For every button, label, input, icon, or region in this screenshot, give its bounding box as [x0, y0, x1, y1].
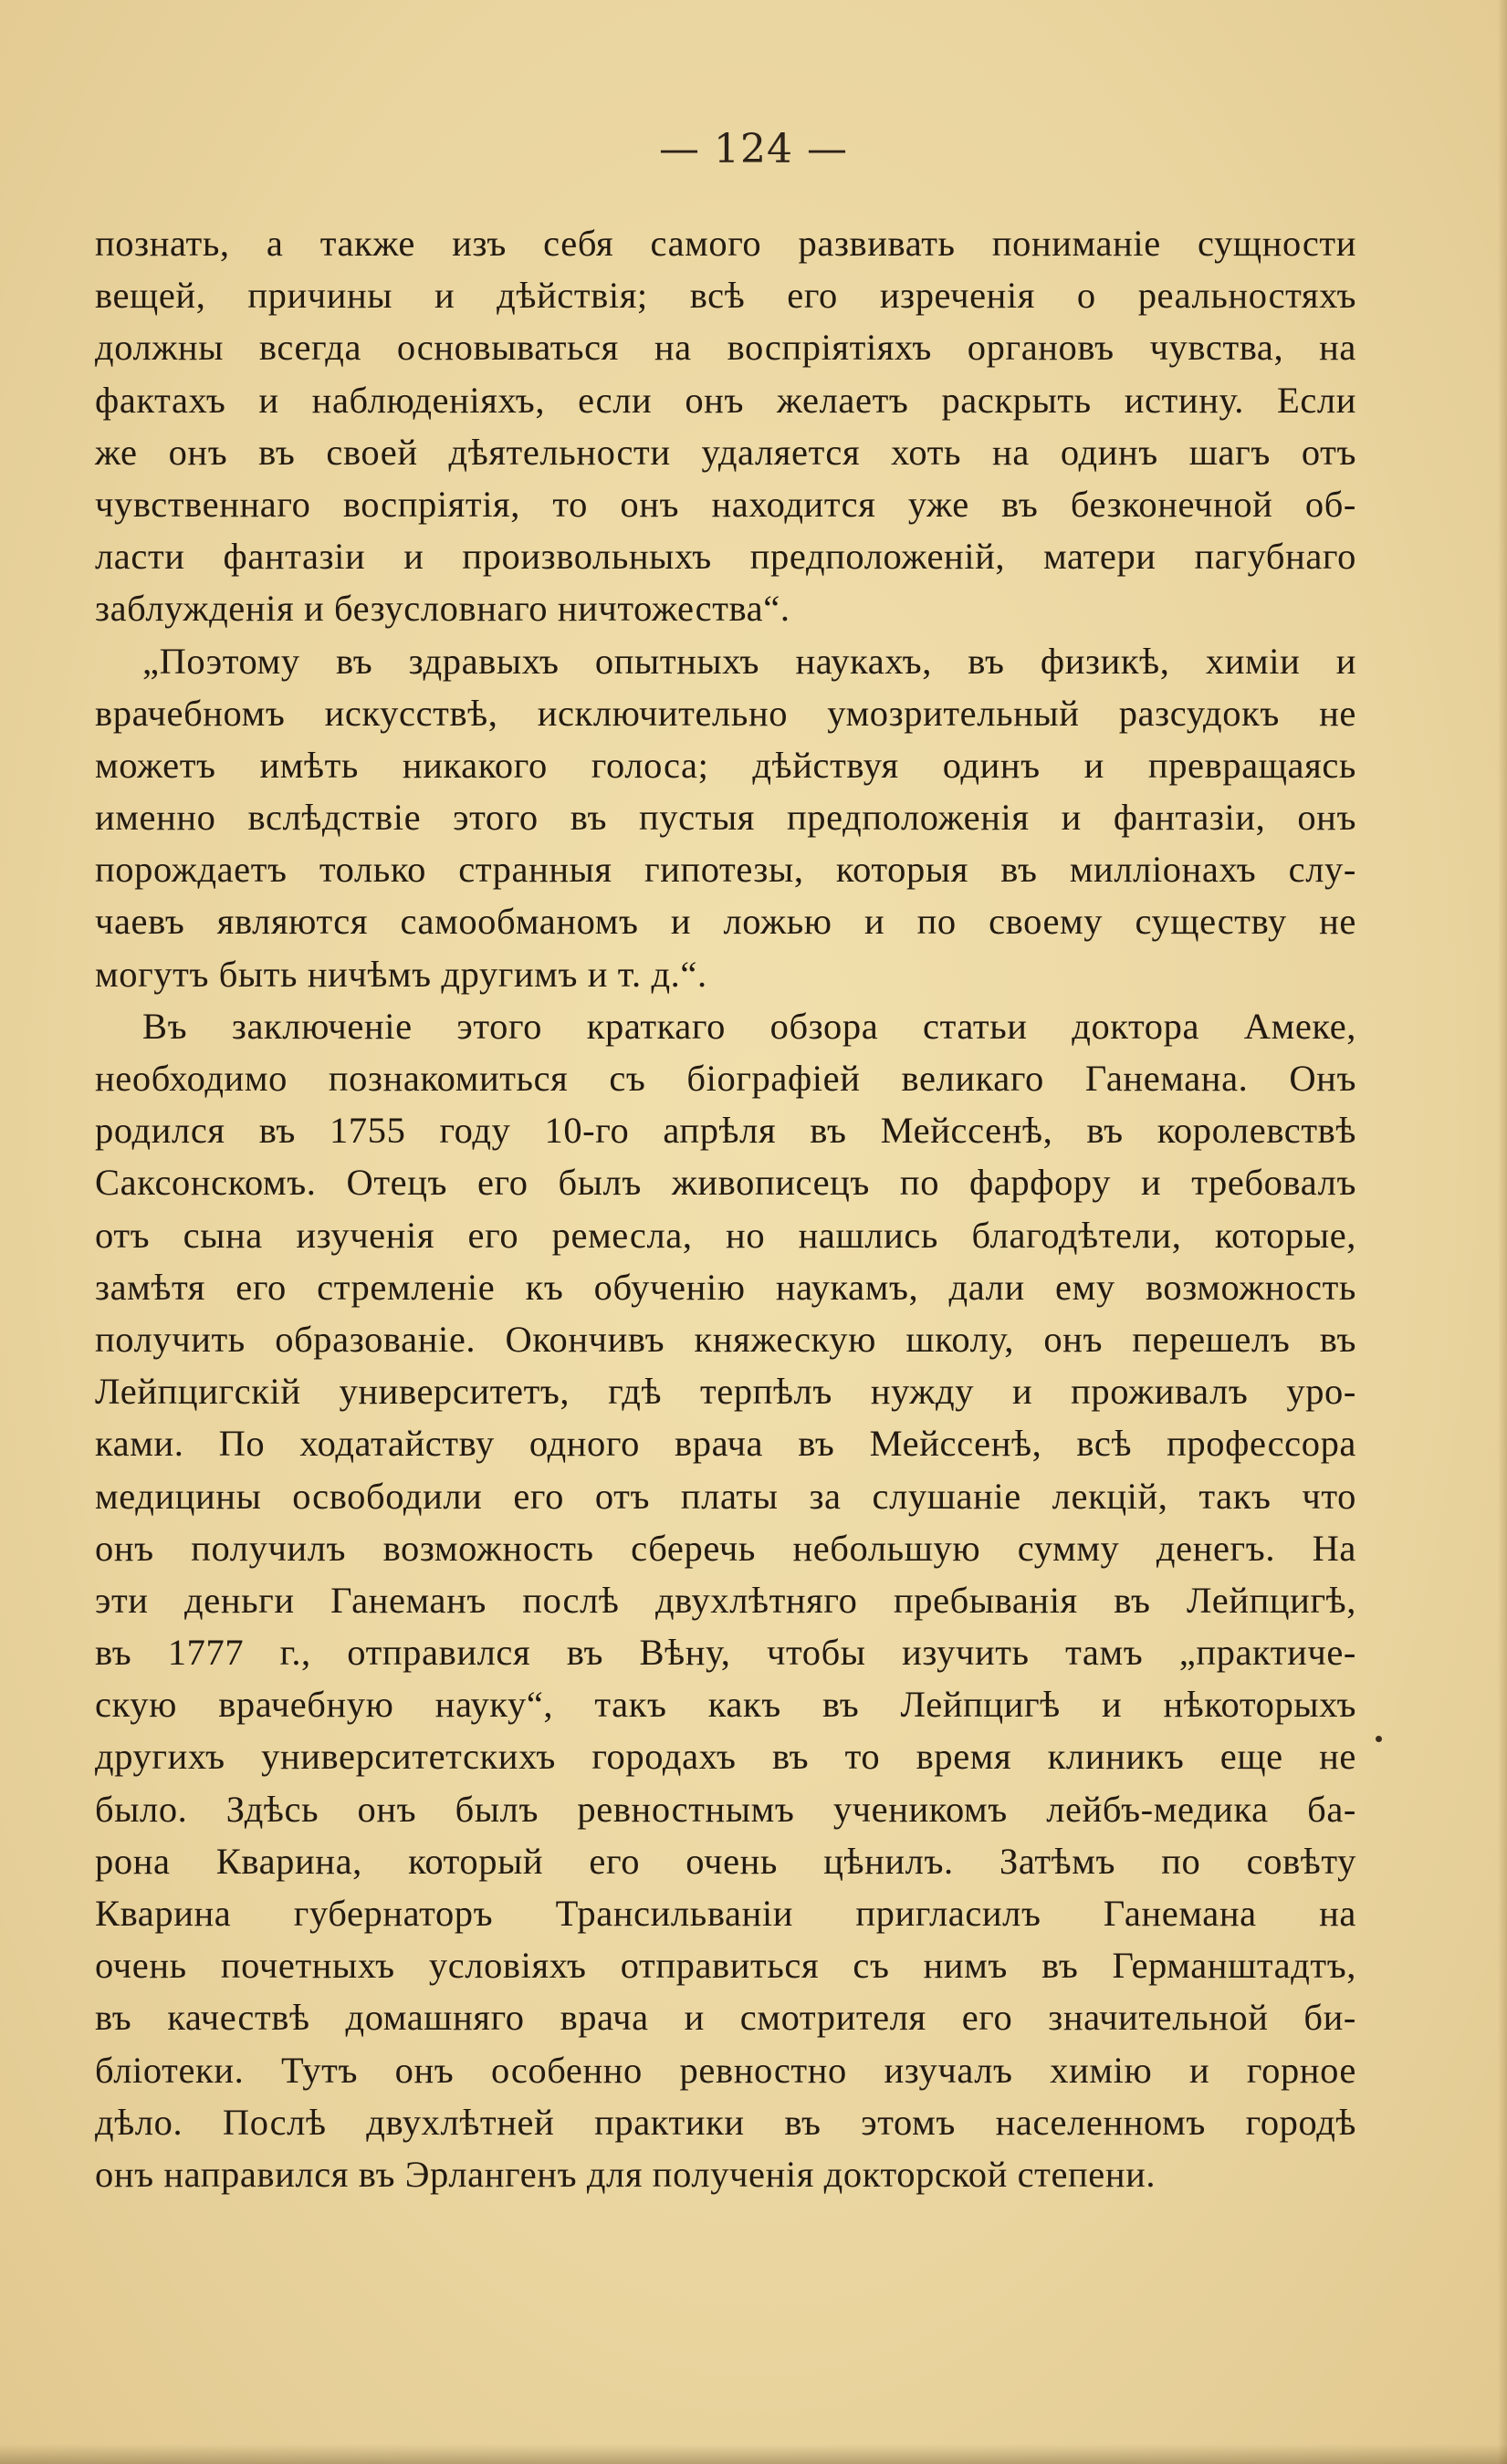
- text-line: Кварина губернаторъ Трансильваніи пригласилъ Ганемана на: [95, 1893, 1356, 1934]
- text-line: рона Кварина, который его очень цѣнилъ. Затѣмъ по совѣту: [95, 1840, 1356, 1882]
- text-line: родился въ 1755 году 10-го апрѣля въ Мейссенѣ, въ королевствѣ: [95, 1110, 1356, 1152]
- text-line: онъ направился въ Эрлангенъ для полученія докторской степени.: [95, 2153, 1156, 2195]
- text-line: необходимо познакомиться съ біографіей великаго Ганемана. Онъ: [95, 1058, 1356, 1099]
- text-line: въ 1777 г., отправился въ Вѣну, чтобы изучить тамъ „практиче-: [95, 1632, 1356, 1674]
- body-text: [95, 217, 1356, 2200]
- text-line: познать, а также изъ себя самого развивать пониманіе сущности: [95, 223, 1356, 264]
- text-line: эти деньги Ганеманъ послѣ двухлѣтняго пребыванія въ Лейпцигѣ,: [95, 1579, 1356, 1621]
- text-line: отъ сына изученія его ремесла, но нашлись благодѣтели, которые,: [95, 1214, 1356, 1256]
- text-line: можетъ имѣть никакого голоса; дѣйствуя одинъ и превращаясь: [95, 744, 1356, 786]
- text-line: заблужденія и безусловнаго ничтожества“.: [95, 588, 790, 630]
- page-number: — 124 —: [659, 126, 848, 172]
- margin-ink-speck: [1376, 1736, 1382, 1742]
- text-line: было. Здѣсь онъ былъ ревностнымъ ученикомъ лейбъ-медика ба-: [95, 1788, 1356, 1830]
- paragraph-3: [95, 1000, 1356, 2200]
- text-line: порождаетъ только странныя гипотезы, которыя въ милліонахъ слу-: [95, 849, 1356, 891]
- text-line: ками. По ходатайству одного врача въ Мейссенѣ, всѣ профессора: [95, 1423, 1356, 1465]
- text-line: замѣтя его стремленіе къ обученію наукамъ, дали ему возможность: [95, 1266, 1356, 1308]
- text-line: именно вслѣдствіе этого въ пустыя предположенія и фантазіи, онъ: [95, 797, 1356, 839]
- text-line: скую врачебную науку“, такъ какъ въ Лейпцигѣ и нѣкоторыхъ: [95, 1684, 1356, 1726]
- page-edge-shadow-right: [1498, 0, 1507, 2464]
- paragraph-2: [95, 635, 1356, 1000]
- text-line: въ качествѣ домашняго врача и смотрителя его значительной би-: [95, 1997, 1356, 2039]
- text-line: же онъ въ своей дѣятельности удаляется хоть на одинъ шагъ отъ: [95, 431, 1356, 473]
- text-line: должны всегда основываться на воспріятіяхъ органовъ чувства, на: [95, 327, 1356, 369]
- text-line: очень почетныхъ условіяхъ отправиться съ нимъ въ Германштадтъ,: [95, 1945, 1356, 1987]
- text-line: Саксонскомъ. Отецъ его былъ живописецъ по фарфору и требовалъ: [95, 1162, 1356, 1204]
- text-line: ласти фантазіи и произвольныхъ предположеній, матери пагубнаго: [95, 536, 1356, 578]
- text-line: фактахъ и наблюденіяхъ, если онъ желаетъ раскрыть истину. Если: [95, 379, 1356, 421]
- text-line: бліотеки. Тутъ онъ особенно ревностно изучалъ химію и горное: [95, 2049, 1356, 2091]
- text-line: чувственнаго воспріятія, то онъ находится уже въ безконечной об-: [95, 483, 1356, 525]
- text-line: медицины освободили его отъ платы за слушаніе лекцій, такъ что: [95, 1475, 1356, 1517]
- paragraph-1: [95, 217, 1356, 635]
- text-line: вещей, причины и дѣйствія; всѣ его изреченія о реальностяхъ: [95, 275, 1356, 317]
- text-line: получить образованіе. Окончивъ княжескую школу, онъ перешелъ въ: [95, 1318, 1356, 1360]
- text-line: другихъ университетскихъ городахъ въ то время клиникъ еще не: [95, 1736, 1356, 1778]
- text-line: дѣло. Послѣ двухлѣтней практики въ этомъ населенномъ городѣ: [95, 2101, 1356, 2143]
- text-line: чаевъ являются самообманомъ и ложью и по своему существу не: [95, 901, 1356, 943]
- page-edge-shadow-bottom: [0, 2444, 1507, 2464]
- text-line: врачебномъ искусствѣ, исключительно умозрительный разсудокъ не: [95, 692, 1356, 734]
- text-line: Въ заключеніе этого краткаго обзора статьи доктора Амеке,: [142, 1005, 1356, 1047]
- text-line: „Поэтому въ здравыхъ опытныхъ наукахъ, въ физикѣ, химіи и: [142, 640, 1356, 682]
- text-line: онъ получилъ возможность сберечь небольшую сумму денегъ. На: [95, 1527, 1356, 1569]
- text-line: могутъ быть ничѣмъ другимъ и т. д.“.: [95, 953, 707, 995]
- text-line: Лейпцигскій университетъ, гдѣ терпѣлъ нужду и проживалъ уро-: [95, 1371, 1356, 1413]
